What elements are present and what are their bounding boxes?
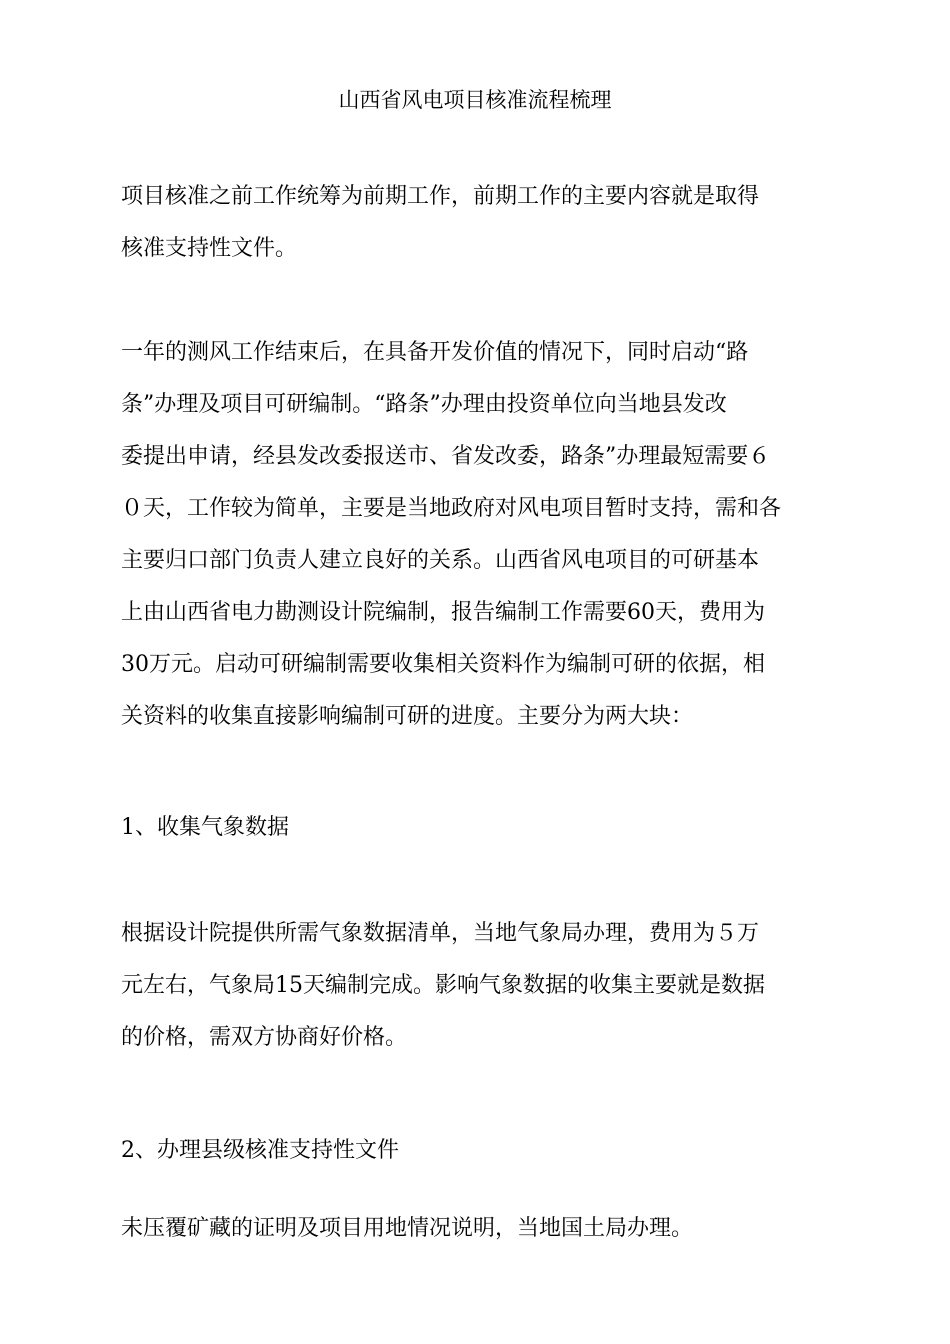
paragraph-process <box>121 327 833 743</box>
paragraph-line: 核准支持性文件。 <box>121 236 298 261</box>
paragraph-line: 一年的测风工作结束后，在具备开发价值的情况下，同时启动“路 <box>121 340 749 365</box>
paragraph-line: 未压覆矿藏的证明及项目用地情况说明，当地国土局办理。 <box>121 1216 694 1241</box>
section-heading-text: 2、办理县级核准支持性文件 <box>121 1138 399 1163</box>
paragraph-intro <box>121 171 833 275</box>
paragraph-line: 主要归口部门负责人建立良好的关系。山西省风电项目的可研基本 <box>121 548 760 573</box>
paragraph-line: 根据设计院提供所需气象数据清单，当地气象局办理，费用为５万 <box>121 921 760 946</box>
paragraph-line: 的价格，需双方协商好价格。 <box>121 1025 408 1050</box>
document-title: 山西省风电项目核准流程梳理 <box>338 88 612 112</box>
paragraph-line: 委提出申请，经县发改委报送市、省发改委，路条”办理最短需要６ <box>121 444 771 469</box>
section-heading-2 <box>121 1125 833 1177</box>
section-heading-1 <box>121 802 833 854</box>
paragraph-line: 项目核准之前工作统筹为前期工作，前期工作的主要内容就是取得 <box>121 184 760 209</box>
paragraph-line: 条”办理及项目可研编制。“路条”办理由投资单位向当地县发改 <box>121 392 727 417</box>
paragraph-line: 关资料的收集直接影响编制可研的进度。主要分为两大块： <box>121 704 694 729</box>
paragraph-line: 上由山西省电力勘测设计院编制，报告编制工作需要60天，费用为 <box>121 600 765 625</box>
paragraph-line: 元左右，气象局15天编制完成。影响气象数据的收集主要就是数据 <box>121 973 765 998</box>
paragraph-line: ０天，工作较为简单，主要是当地政府对风电项目暂时支持，需和各 <box>121 496 782 521</box>
paragraph-weather-data <box>121 908 833 1064</box>
paragraph-land-use <box>121 1203 833 1255</box>
paragraph-line: 30万元。启动可研编制需要收集相关资料作为编制可研的依据，相 <box>121 652 765 677</box>
section-heading-text: 1、收集气象数据 <box>121 815 289 840</box>
